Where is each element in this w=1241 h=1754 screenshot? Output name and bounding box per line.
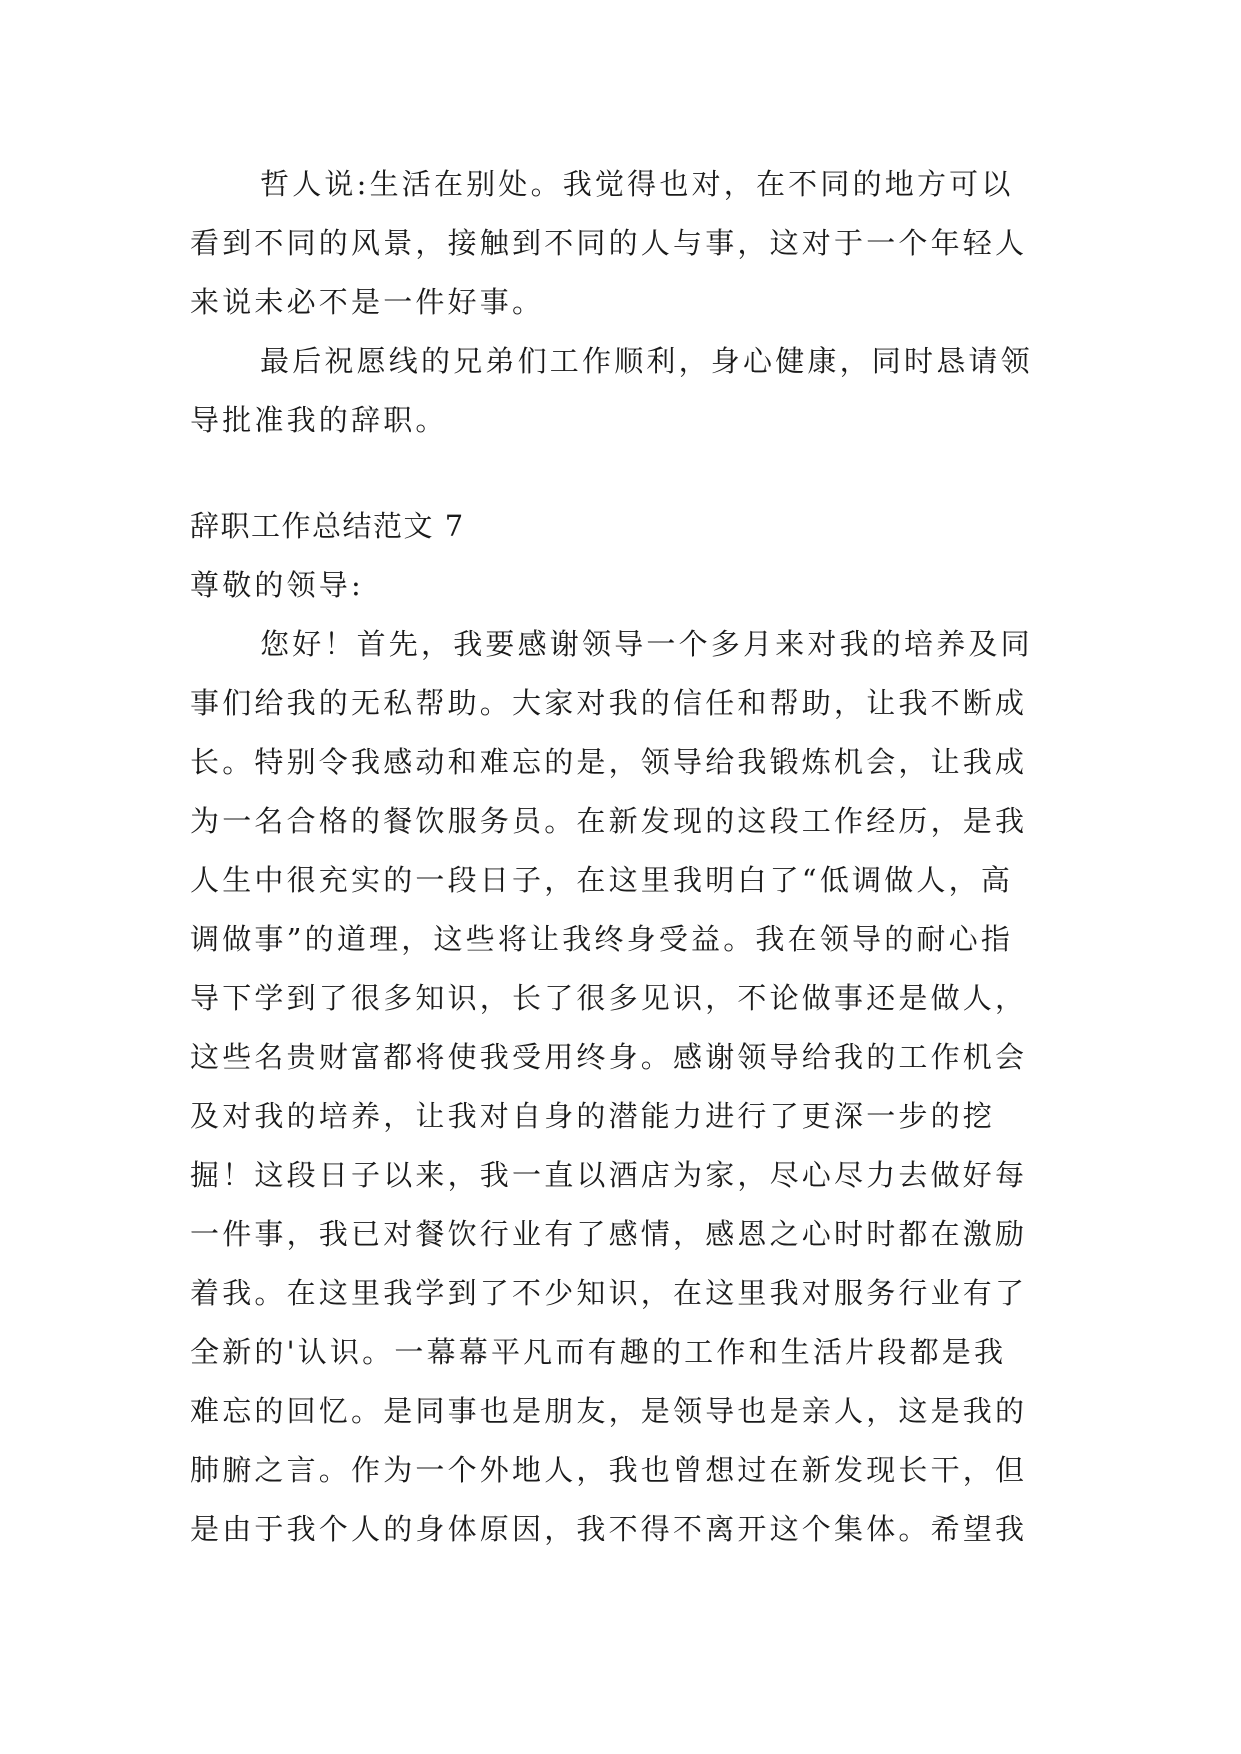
text-line: 看到不同的风景，接触到不同的人与事，这对于一个年轻人: [190, 226, 1028, 260]
text-line: 为一名合格的餐饮服务员。在新发现的这段工作经历，是我: [190, 804, 1028, 838]
section-gap: [190, 450, 1050, 497]
paragraph-letter-body: [190, 615, 1050, 1559]
text-line: 哲人说:生活在别处。我觉得也对，在不同的地方可以: [260, 167, 1014, 201]
text-line: 来说未必不是一件好事。: [190, 285, 545, 319]
text-line: 掘！这段日子以来，我一直以酒店为家，尽心尽力去做好每: [190, 1158, 1028, 1192]
text-line: 肺腑之言。作为一个外地人，我也曾想过在新发现长干，但: [190, 1453, 1028, 1487]
text-line: 导批准我的辞职。: [190, 403, 448, 437]
text-line: 是由于我个人的身体原因，我不得不离开这个集体。希望我: [190, 1512, 1028, 1546]
text-line: 您好！首先，我要感谢领导一个多月来对我的培养及同: [260, 627, 1033, 661]
salutation: 尊敬的领导:: [190, 568, 364, 602]
text-line: 调做事”的道理，这些将让我终身受益。我在领导的耐心指: [190, 922, 1014, 956]
paragraph-philosopher: [190, 155, 1050, 332]
text-line: 事们给我的无私帮助。大家对我的信任和帮助，让我不断成: [190, 686, 1028, 720]
text-line: 长。特别令我感动和难忘的是，领导给我锻炼机会，让我成: [190, 745, 1028, 779]
text-line: 着我。在这里我学到了不少知识，在这里我对服务行业有了: [190, 1276, 1028, 1310]
text-line: 这些名贵财富都将使我受用终身。感谢领导给我的工作机会: [190, 1040, 1028, 1074]
text-line: 人生中很充实的一段日子，在这里我明白了“低调做人，高: [190, 863, 1014, 897]
text-line: 难忘的回忆。是同事也是朋友，是领导也是亲人，这是我的: [190, 1394, 1028, 1428]
section-heading: 辞职工作总结范文 7: [190, 509, 465, 543]
document-body: [190, 155, 1050, 1559]
text-line: 最后祝愿线的兄弟们工作顺利，身心健康，同时恳请领: [260, 344, 1033, 378]
text-line: 及对我的培养，让我对自身的潜能力进行了更深一步的挖: [190, 1099, 996, 1133]
text-line: 全新的'认识。一幕幕平凡而有趣的工作和生活片段都是我: [190, 1335, 1007, 1369]
text-line: 一件事，我已对餐饮行业有了感情，感恩之心时时都在激励: [190, 1217, 1028, 1251]
paragraph-closing-wishes: [190, 332, 1050, 450]
text-line: 导下学到了很多知识，长了很多见识，不论做事还是做人，: [190, 981, 1028, 1015]
